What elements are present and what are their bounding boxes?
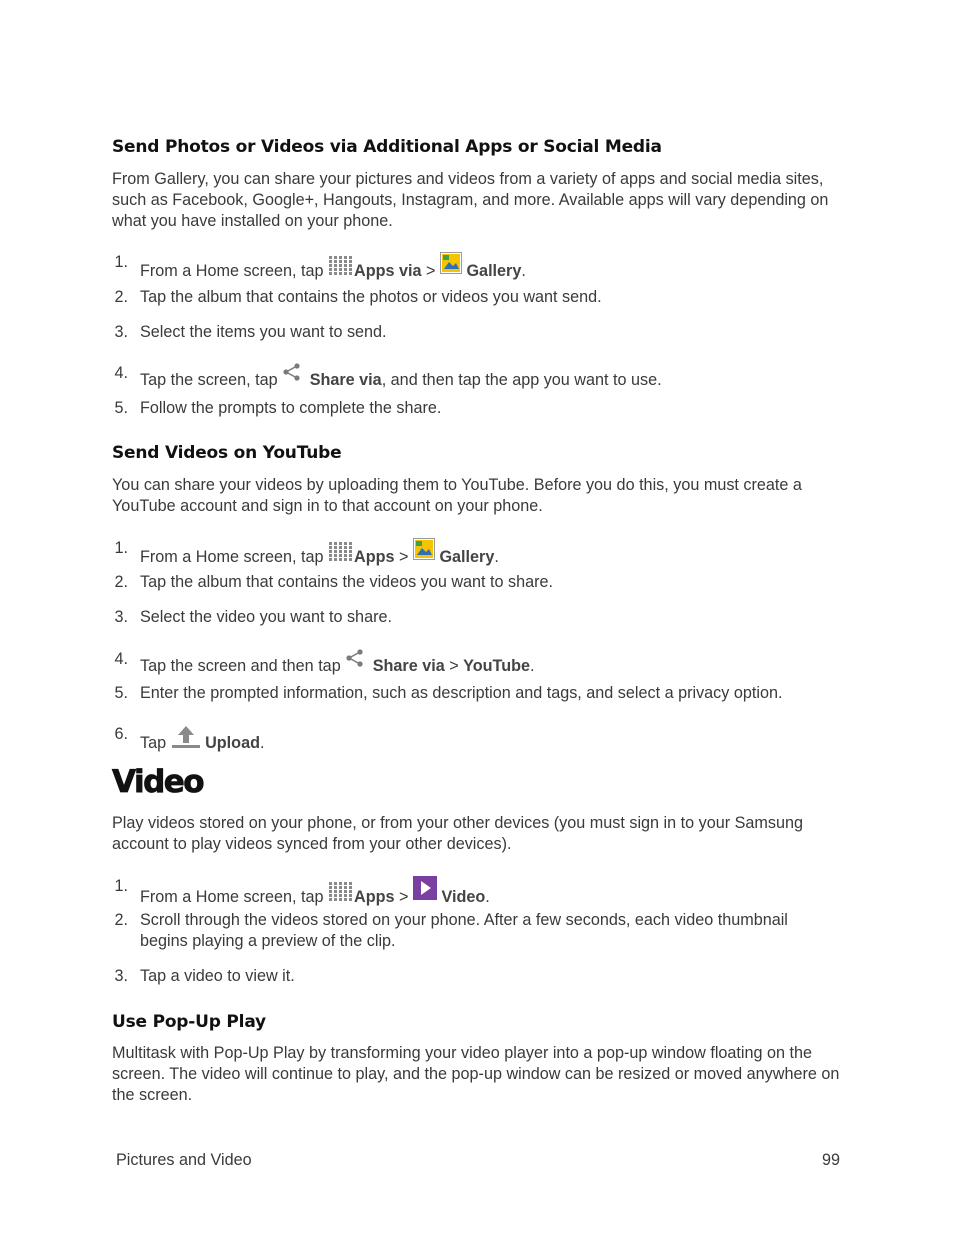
step-text-part: From a Home screen, tap <box>140 548 329 566</box>
step-text-part: Tap the screen and then tap <box>140 657 346 675</box>
step-text <box>140 538 499 568</box>
step-number: 1. <box>114 877 128 895</box>
step-text: Select the items you want to send. <box>140 323 387 341</box>
step-bold-video: Video <box>441 888 486 906</box>
step-bold-apps: Apps <box>354 888 395 906</box>
step-text <box>140 252 526 282</box>
step-number: 4. <box>114 650 128 668</box>
step-number: 5. <box>114 684 128 702</box>
share-icon <box>282 363 302 381</box>
step-bold-apps: Apps via <box>354 262 422 280</box>
step-text: Select the video you want to share. <box>140 608 392 626</box>
step-number: 1. <box>114 253 128 271</box>
step-text: Follow the prompts to complete the share. <box>140 399 442 417</box>
step-number: 3. <box>114 608 128 626</box>
step-number: 2. <box>114 288 128 306</box>
step-text <box>140 649 535 677</box>
step-text-part: . <box>485 888 490 906</box>
step-number: 5. <box>114 399 128 417</box>
step-bold-youtube: YouTube <box>463 657 530 675</box>
step-text-part: From a Home screen, tap <box>140 888 329 906</box>
step-text-part: > <box>394 888 413 906</box>
step-text: Tap the album that contains the videos you want to share. <box>140 573 554 591</box>
footer-section-label: Pictures and Video <box>116 1151 252 1169</box>
step-number: 2. <box>114 573 128 591</box>
step-number: 6. <box>114 725 128 743</box>
step-number: 3. <box>114 323 128 341</box>
page-title: Video <box>112 764 204 800</box>
step-text: Tap a video to view it. <box>140 967 295 985</box>
step-text: Tap the album that contains the photos or videos you want send. <box>140 288 602 306</box>
section-intro: You can share your videos by uploading them to YouTube. Before you do this, you must create a YouTube account and sign in to that account on your phone. <box>112 476 802 515</box>
step-text-part: Tap the screen, tap <box>140 371 283 389</box>
step-text-part: . <box>259 734 265 752</box>
step-text-part: . <box>521 262 526 280</box>
upload-icon <box>171 725 201 749</box>
step-bold-gallery: Gallery <box>466 262 522 280</box>
section-intro: Play videos stored on your phone, or from your other devices (you must sign in to your Samsung account to play videos synced from your other devices). <box>112 814 804 853</box>
step-text-part: > <box>394 548 413 566</box>
step-text <box>140 725 264 754</box>
step-text-part: From a Home screen, tap <box>140 262 329 280</box>
step-number: 3. <box>114 967 128 985</box>
apps-grid-icon <box>328 881 354 903</box>
section-heading: Use Pop-Up Play <box>112 1012 266 1032</box>
step-bold-share-via: Share via <box>372 657 445 675</box>
section-intro: From Gallery, you can share your pictures and videos from a variety of apps and social media sites, such as Facebook, Google+, Hangouts, Instagram, and more. Available apps will vary depending on what you have installed on your phone. <box>112 170 829 230</box>
step-text <box>140 363 662 391</box>
apps-grid-icon <box>328 255 354 277</box>
step-number: 2. <box>114 911 128 929</box>
step-number: 1. <box>114 539 128 557</box>
step-bold-share-via: Share via <box>309 371 382 389</box>
step-text: Enter the prompted information, such as description and tags, and select a privacy option. <box>140 684 783 702</box>
step-text-part: > <box>421 262 440 280</box>
section-heading: Send Photos or Videos via Additional Apps or Social Media <box>112 137 662 157</box>
section-heading: Send Videos on YouTube <box>112 443 342 463</box>
step-text <box>140 876 490 908</box>
share-icon <box>345 649 365 667</box>
gallery-icon <box>440 252 462 274</box>
section-intro: Multitask with Pop-Up Play by transforming your video player into a pop-up window floating on the screen. The video will continue to play, and the pop-up window can be resized or moved anywhere on the screen. <box>112 1044 840 1104</box>
step-text-part: . <box>530 657 535 675</box>
video-app-icon <box>413 876 437 900</box>
step-text-part: > <box>444 657 464 675</box>
step-text-part: , and then tap the app you want to use. <box>381 371 662 389</box>
step-text-part: . <box>494 548 499 566</box>
step-number: 4. <box>114 364 128 382</box>
step-bold-gallery: Gallery <box>439 548 495 566</box>
apps-grid-icon <box>328 541 354 563</box>
step-text-part: Tap <box>140 734 171 752</box>
gallery-icon <box>413 538 435 560</box>
step-text: Scroll through the videos stored on your phone. After a few seconds, each video thumbnail begins playing a preview of the clip. <box>140 911 788 950</box>
step-bold-apps: Apps <box>354 548 395 566</box>
step-bold-upload: Upload <box>205 734 260 752</box>
page-number: 99 <box>822 1151 841 1169</box>
